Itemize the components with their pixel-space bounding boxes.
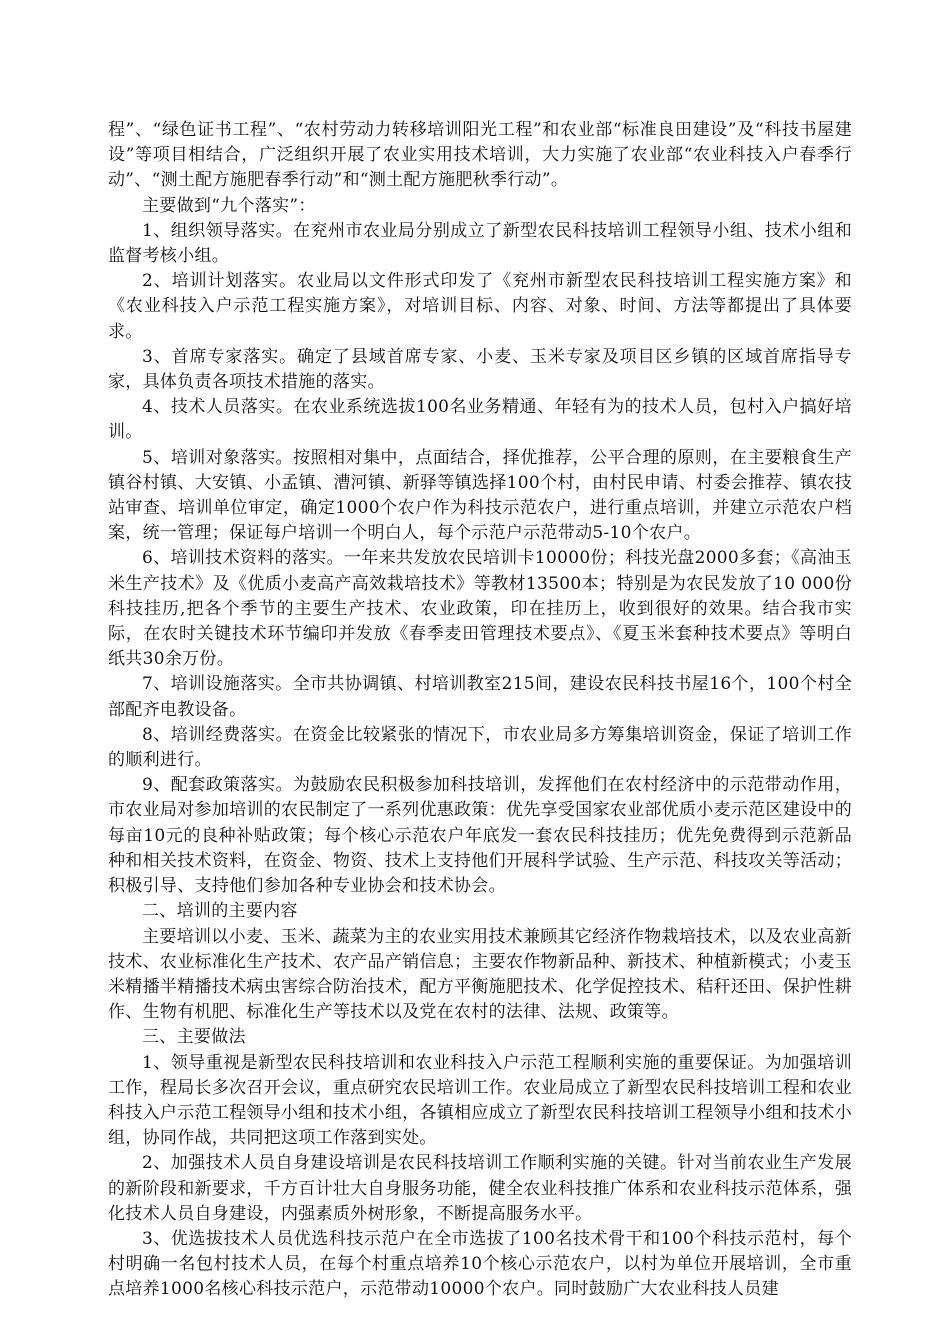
paragraph-nine-implementations: 主要做到“九个落实”： [142,195,316,216]
paragraph-intro: 程”、“绿色证书工程”、“农村劳动力转移培训阳光工程”和农业部“标准良田建设”及“科技书屋建设”等项目相结合，广泛组织开展了农业实用技术培训，大力实施了农业部“农业科技入户春季行动”、“测土配方施肥春季行动”和“测土配方施肥秋季行动”。 [108,120,852,191]
paragraph-item-1: 1、组织领导落实。在兖州市农业局分别成立了新型农民科技培训工程领导小组、技术小组和监督考核小组。 [108,220,852,267]
paragraph-item-5: 5、培训对象落实。按照相对集中，点面结合，择优推荐，公平合理的原则，在主要粮食生产镇谷村镇、大安镇、小孟镇、漕河镇、新驿等镇选择100个村，由村民申请、村委会推荐、镇农技站审查、培训单位审定，确定1000个农户作为科技示范农户，进行重点培训，并建立示范农户档案，统一管理；保证每户培训一个明白人，每个示范户示范带动5-10个农户。 [108,447,852,544]
paragraph-item-7: 7、培训设施落实。全市共协调镇、村培训教室215间，建设农民科技书屋16个，100个村全部配齐电教设备。 [108,674,852,720]
paragraph-item-9: 9、配套政策落实。为鼓励农民积极参加科技培训，发挥他们在农村经济中的示范带动作用，市农业局对参加培训的农民制定了一系列优惠政策：优先享受国家农业部优质小麦示范区建设中的每亩10元的良种补贴政策；每个核心示范农户年底发一套农民科技挂历；优先免费得到示范新品种和相关技术资料，在资金、物资、技术上支持他们开展科学试验、生产示范、科技攻关等活动；积极引导、支持他们参加各种专业协会和技术协会。 [108,775,852,897]
paragraph-item-6: 6、培训技术资料的落实。一年来共发放农民培训卡10000份；科技光盘2000多套；《高油玉米生产技术》及《优质小麦高产高效栽培技术》等教材13500本；特别是为农民发放了10 000份科技挂历,把各个季节的主要生产技术、农业政策，印在挂历上，收到很好的效果。结合我市实际，在农时关键技术环节编印并发放《春季麦田管理技术要点》、《夏玉米套种技术要点》等明白纸共30余万份。 [108,548,852,670]
section-heading-training-content: 二、培训的主要内容 [142,901,298,922]
paragraph-item-4: 4、技术人员落实。在农业系统选拔100名业务精通、年轻有为的技术人员，包村入户搞好培训。 [108,397,852,443]
paragraph-training-content: 主要培训以小麦、玉米、蔬菜为主的农业实用技术兼顾其它经济作物栽培技术，以及农业高新技术、农业标准化生产技术、农产品产销信息；主要农作物新品种、新技术、种植新模式；小麦玉米精播半精播技术病虫害综合防治技术，配方平衡施肥技术、化学促控技术、秸秆还田、保护性耕作、生物有机肥、标准化生产等技术以及党在农村的法律、法规、政策等。 [108,926,852,1023]
document-body [108,118,852,1303]
section-heading-main-methods: 三、主要做法 [142,1027,246,1048]
paragraph-method-3: 3、优选拔技术人员优选科技示范户在全市选拔了100名技术骨干和100个科技示范村，每个村明确一名包村技术人员，在每个村重点培养10个核心示范农户，以村为单位开展培训，全市重点培养1000名核心科技示范户，示范带动10000个农户。同时鼓励广大农业科技人员建 [108,1228,852,1300]
paragraph-item-3: 3、首席专家落实。确定了县域首席专家、小麦、玉米专家及项目区乡镇的区域首席指导专家，具体负责各项技术措施的落实。 [108,346,852,393]
paragraph-item-2: 2、培训计划落实。农业局以文件形式印发了《兖州市新型农民科技培训工程实施方案》和《农业科技入户示范工程实施方案》，对培训目标、内容、对象、时间、方法等都提出了具体要求。 [108,271,852,342]
paragraph-method-1: 1、领导重视是新型农民科技培训和农业科技入户示范工程顺利实施的重要保证。为加强培训工作，程局长多次召开会议，重点研究农民培训工作。农业局成立了新型农民科技培训工程和农业科技入户示范工程领导小组和技术小组，各镇相应成立了新型农民科技培训工程领导小组和技术小组，协同作战，共同把这项工作落到实处。 [108,1052,852,1149]
paragraph-method-2: 2、加强技术人员自身建设培训是农民科技培训工作顺利实施的关键。针对当前农业生产发展的新阶段和新要求，千方百计壮大自身服务功能，健全农业科技推广体系和农业科技示范体系，强化技术人员自身建设，内强素质外树形象，不断提高服务水平。 [108,1153,852,1224]
paragraph-item-8: 8、培训经费落实。在资金比较紧张的情况下，市农业局多方筹集培训资金，保证了培训工作的顺利进行。 [108,724,852,771]
